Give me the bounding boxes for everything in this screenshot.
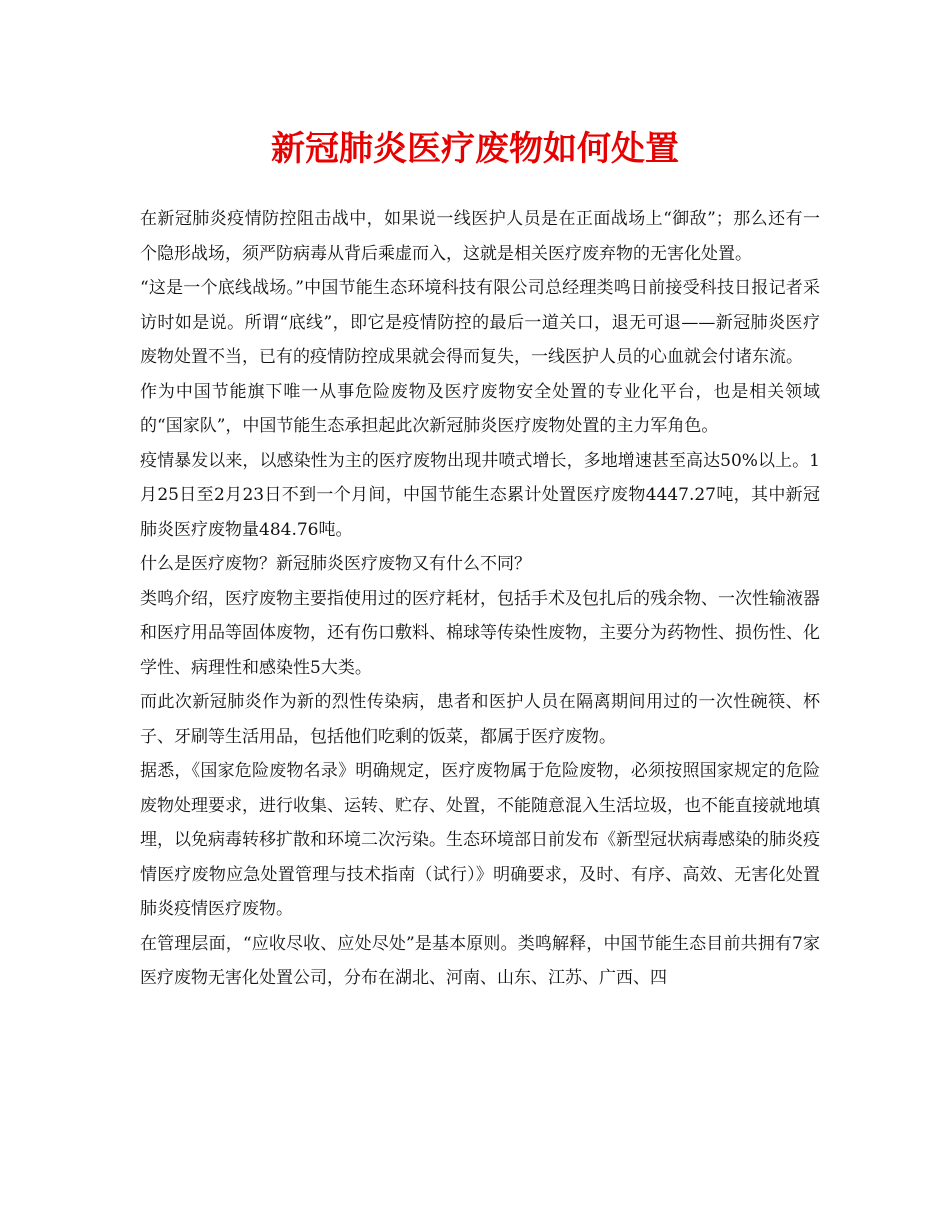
paragraph-2: “这是一个底线战场。”中国节能生态环境科技有限公司总经理类鸣日前接受科技日报记者采访时如是说。所谓“底线”，即它是疫情防控的最后一道关口，退无可退——新冠肺炎医疗废物处置不当，已有的疫情防控成果就会得而复失，一线医护人员的心血就会付诸东流。 [140, 278, 820, 367]
paragraph-7: 而此次新冠肺炎作为新的烈性传染病，患者和医护人员在隔离期间用过的一次性碗筷、杯子、牙刷等生活用品，包括他们吃剩的饭菜，都属于医疗废物。 [140, 692, 820, 747]
paragraph-1: 在新冠肺炎疫情防控阻击战中，如果说一线医护人员是在正面战场上“御敌”；那么还有一个隐形战场，须严防病毒从背后乘虚而入，这就是相关医疗废弃物的无害化处置。 [140, 209, 820, 264]
document-body [140, 202, 820, 996]
paragraph-6: 类鸣介绍，医疗废物主要指使用过的医疗耗材，包括手术及包扎后的残余物、一次性输液器和医疗用品等固体废物，还有伤口敷料、棉球等传染性废物，主要分为药物性、损伤性、化学性、病理性和感染性5大类。 [140, 588, 820, 678]
paragraph-5: 什么是医疗废物？新冠肺炎医疗废物又有什么不同？ [140, 554, 531, 574]
paragraph-9: 在管理层面，“应收尽收、应处尽处”是基本原则。类鸣解释，中国节能生态目前共拥有7家医疗废物无害化处置公司，分布在湖北、河南、山东、江苏、广西、四 [140, 933, 820, 988]
paragraph-8: 据悉，《国家危险废物名录》明确规定，医疗废物属于危险废物，必须按照国家规定的危险废物处理要求，进行收集、运转、贮存、处置，不能随意混入生活垃圾，也不能直接就地填埋，以免病毒转移扩散和环境二次污染。生态环境部日前发布《新型冠状病毒感染的肺炎疫情医疗废物应急处置管理与技术指南（试行）》明确要求，及时、有序、高效、无害化处置肺炎疫情医疗废物。 [140, 761, 820, 919]
paragraph-4: 疫情暴发以来，以感染性为主的医疗废物出现井喷式增长，多地增速甚至高达50%以上。1月25日至2月23日不到一个月间，中国节能生态累计处置医疗废物4447.27吨，其中新冠肺炎医疗废物量484.76吨。 [140, 450, 820, 540]
document-title: 新冠肺炎医疗废物如何处置 [271, 129, 679, 169]
paragraph-3: 作为中国节能旗下唯一从事危险废物及医疗废物安全处置的专业化平台，也是相关领域的“国家队”，中国节能生态承担起此次新冠肺炎医疗废物处置的主力军角色。 [140, 381, 820, 436]
